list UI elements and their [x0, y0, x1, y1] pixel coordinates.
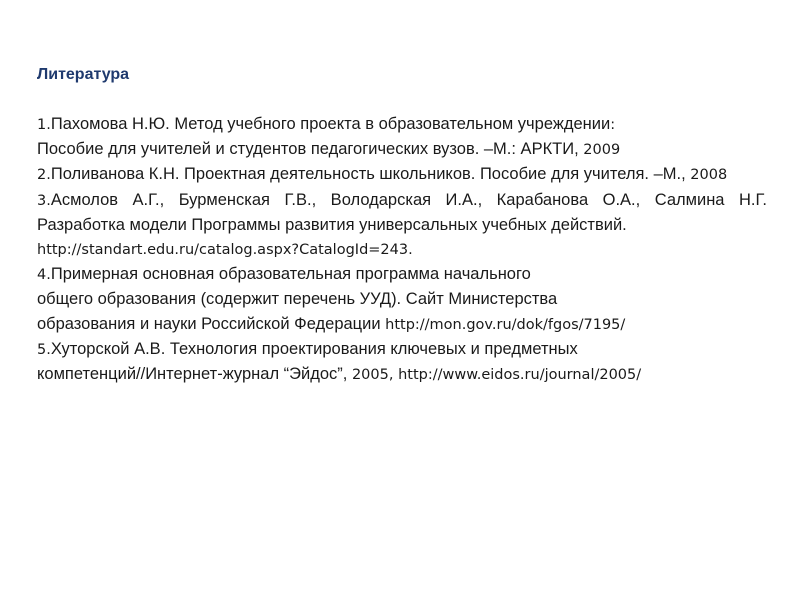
reference-year: 2008: [690, 167, 728, 184]
reference-item-3-url: [37, 237, 767, 262]
reference-item-2: [37, 162, 767, 187]
reference-text: Пахомова Н.Ю. Метод учебного проекта в образовательном учреждении: [50, 115, 611, 133]
reference-link[interactable]: http://standart.edu.ru/catalog.aspx?CatalogId=243.: [37, 242, 413, 259]
reference-number: 3.: [37, 192, 51, 209]
reference-text-cont: Пособие для учителей и студентов педагогических вузов. –М.: АРКТИ,: [37, 140, 584, 159]
reference-list: [37, 112, 767, 387]
section-heading: Литература: [37, 66, 130, 83]
reference-number: 4.: [37, 267, 51, 284]
reference-item-1: [37, 112, 767, 162]
reference-text-line1: Примерная основная образовательная программа начального: [50, 265, 531, 284]
reference-link[interactable]: 2005, http://www.eidos.ru/journal/2005/: [351, 367, 642, 384]
reference-link[interactable]: http://mon.gov.ru/dok/fgos/7195/: [385, 316, 626, 333]
reference-colon: :: [610, 117, 616, 133]
reference-number: 2.: [37, 167, 51, 184]
reference-text-line3: образования и науки Российской Федерации: [37, 314, 386, 333]
reference-text: Поливанова К.Н. Проектная деятельность школьников. Пособие для учителя. –М.,: [50, 165, 691, 184]
reference-number: 1.: [37, 117, 51, 133]
reference-text-line1: Хуторской А.В. Технология проектирования ключевых и предметных: [50, 339, 578, 358]
reference-text-line2: компетенций//Интернет-журнал “Эйдос”,: [37, 365, 352, 384]
reference-item-5: [37, 337, 767, 387]
reference-year: 2009: [583, 142, 621, 159]
reference-item-3: [37, 188, 767, 237]
reference-text: Асмолов А.Г., Бурменская Г.В., Володарская И.А., Карабанова О.А., Салмина Н.Г. Разработка модели Программы развития универсальных учебных действий.: [37, 190, 767, 234]
reference-number: 5.: [37, 341, 51, 358]
reference-text-line2: общего образования (содержит перечень УУД). Сайт Министерства: [37, 290, 558, 309]
reference-item-4: [37, 262, 767, 337]
